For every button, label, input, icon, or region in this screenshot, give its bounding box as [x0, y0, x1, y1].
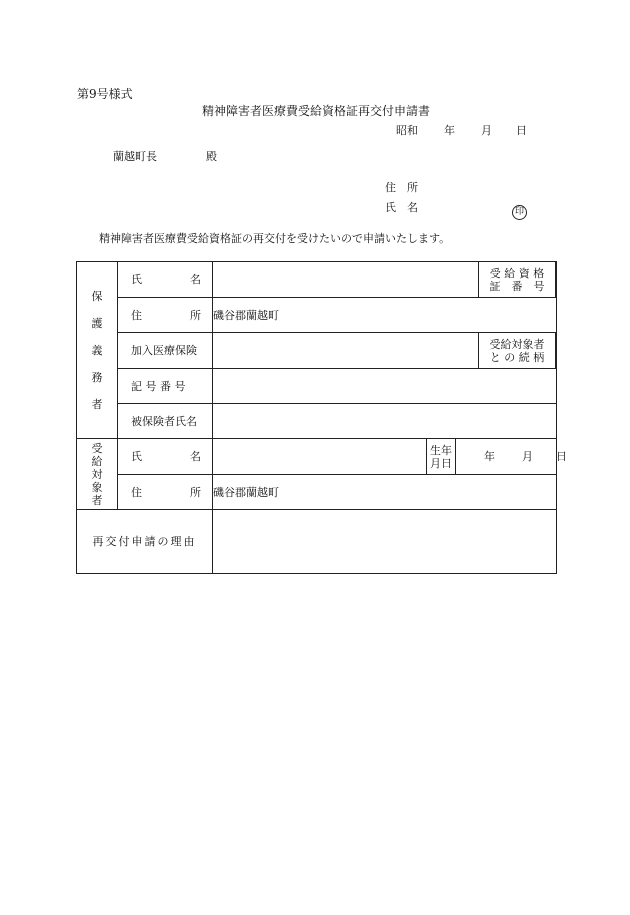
- insurance-field[interactable]: [213, 333, 479, 369]
- addressee: 蘭越町長: [113, 150, 157, 163]
- reason-field[interactable]: [213, 510, 557, 574]
- application-statement: 精神障害者医療費受給資格証の再交付を受けたいので申請いたします。: [99, 232, 451, 245]
- relationship-group: [479, 333, 557, 369]
- guardian-name-label: 氏 名: [118, 262, 213, 298]
- reason-label: 再交付申請の理由: [77, 510, 213, 574]
- recipient-name-label: 氏 名: [118, 439, 213, 475]
- form-number: 第9号様式: [77, 87, 133, 101]
- eligibility-number-group: [479, 262, 557, 298]
- date-day: 日: [516, 124, 527, 137]
- symbol-number-label: 記 号 番 号: [118, 369, 213, 404]
- date-month: 月: [481, 124, 492, 137]
- birth-day: 日: [556, 450, 567, 463]
- recipient-address-field[interactable]: 磯谷郡蘭越町: [213, 475, 557, 510]
- birth-year: 年: [484, 450, 495, 463]
- birth-date-field[interactable]: [456, 439, 567, 474]
- document-title: 精神障害者医療費受給資格証再交付申請書: [202, 104, 431, 118]
- addressee-honorific: 殿: [206, 150, 217, 163]
- birth-date-group: [427, 439, 567, 475]
- application-date: [396, 124, 527, 137]
- recipient-address-label: 住 所: [118, 475, 213, 510]
- recipient-section-label: 受給対象者: [77, 439, 118, 510]
- relationship-label: 受給対象者 と の 続 柄: [479, 333, 556, 368]
- guardian-name-field[interactable]: [213, 262, 479, 298]
- date-year: 年: [444, 124, 455, 137]
- date-era: 昭和: [396, 124, 418, 137]
- insured-name-field[interactable]: [213, 404, 557, 439]
- birth-month: 月: [522, 450, 533, 463]
- insurance-label: 加入医療保険: [118, 333, 213, 369]
- insured-name-label: 被保険者氏名: [118, 404, 213, 439]
- seal-icon: 印: [512, 199, 527, 220]
- application-form-table: [76, 261, 567, 574]
- applicant-name-label: 氏 名: [385, 201, 418, 214]
- guardian-section-label: 保 護 義 務 者: [77, 262, 118, 439]
- symbol-number-field[interactable]: [213, 369, 557, 404]
- applicant-address-label: 住 所: [385, 181, 418, 194]
- guardian-address-field[interactable]: 磯谷郡蘭越町: [213, 298, 557, 333]
- recipient-name-field[interactable]: [213, 439, 427, 475]
- birth-date-label: 生年 月日: [427, 439, 456, 474]
- eligibility-number-label: 受 給 資 格 証 番 号: [479, 262, 556, 297]
- guardian-address-label: 住 所: [118, 298, 213, 333]
